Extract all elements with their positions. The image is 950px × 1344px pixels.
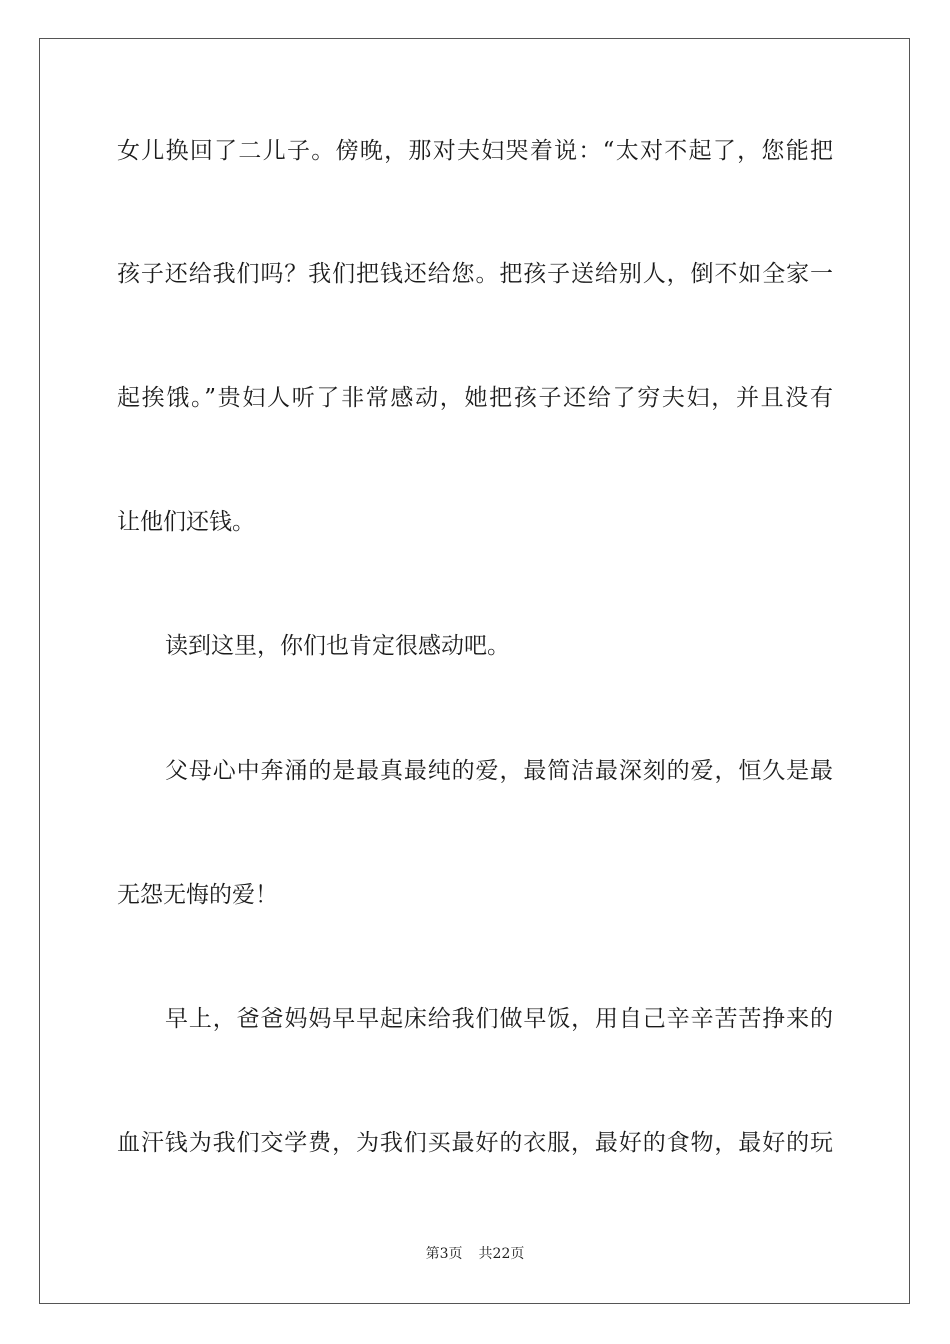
text-line: 起挨饿。”贵妇人听了非常感动，她把孩子还给了穷夫妇，并且没有	[117, 385, 833, 411]
text-line: 无怨无悔的爱！	[117, 882, 278, 908]
page-total: 共22页	[478, 1246, 525, 1262]
text-line: 早上，爸爸妈妈早早起床给我们做早饭，用自己辛辛苦苦挣来的	[165, 1006, 833, 1032]
text-line: 孩子还给我们吗？我们把钱还给您。把孩子送给别人，倒不如全家一	[117, 261, 833, 287]
text-line: 读到这里，你们也肯定很感动吧。	[165, 633, 510, 659]
page-footer	[0, 1244, 950, 1264]
page-number: 第3页	[425, 1246, 463, 1262]
page-border	[39, 38, 910, 1304]
text-line: 父母心中奔涌的是最真最纯的爱，最简洁最深刻的爱，恒久是最	[165, 758, 833, 784]
text-line: 血汗钱为我们交学费，为我们买最好的衣服，最好的食物，最好的玩	[117, 1130, 833, 1156]
text-line: 让他们还钱。	[117, 509, 255, 535]
text-line: 女儿换回了二儿子。傍晚，那对夫妇哭着说：“太对不起了，您能把	[117, 138, 833, 164]
